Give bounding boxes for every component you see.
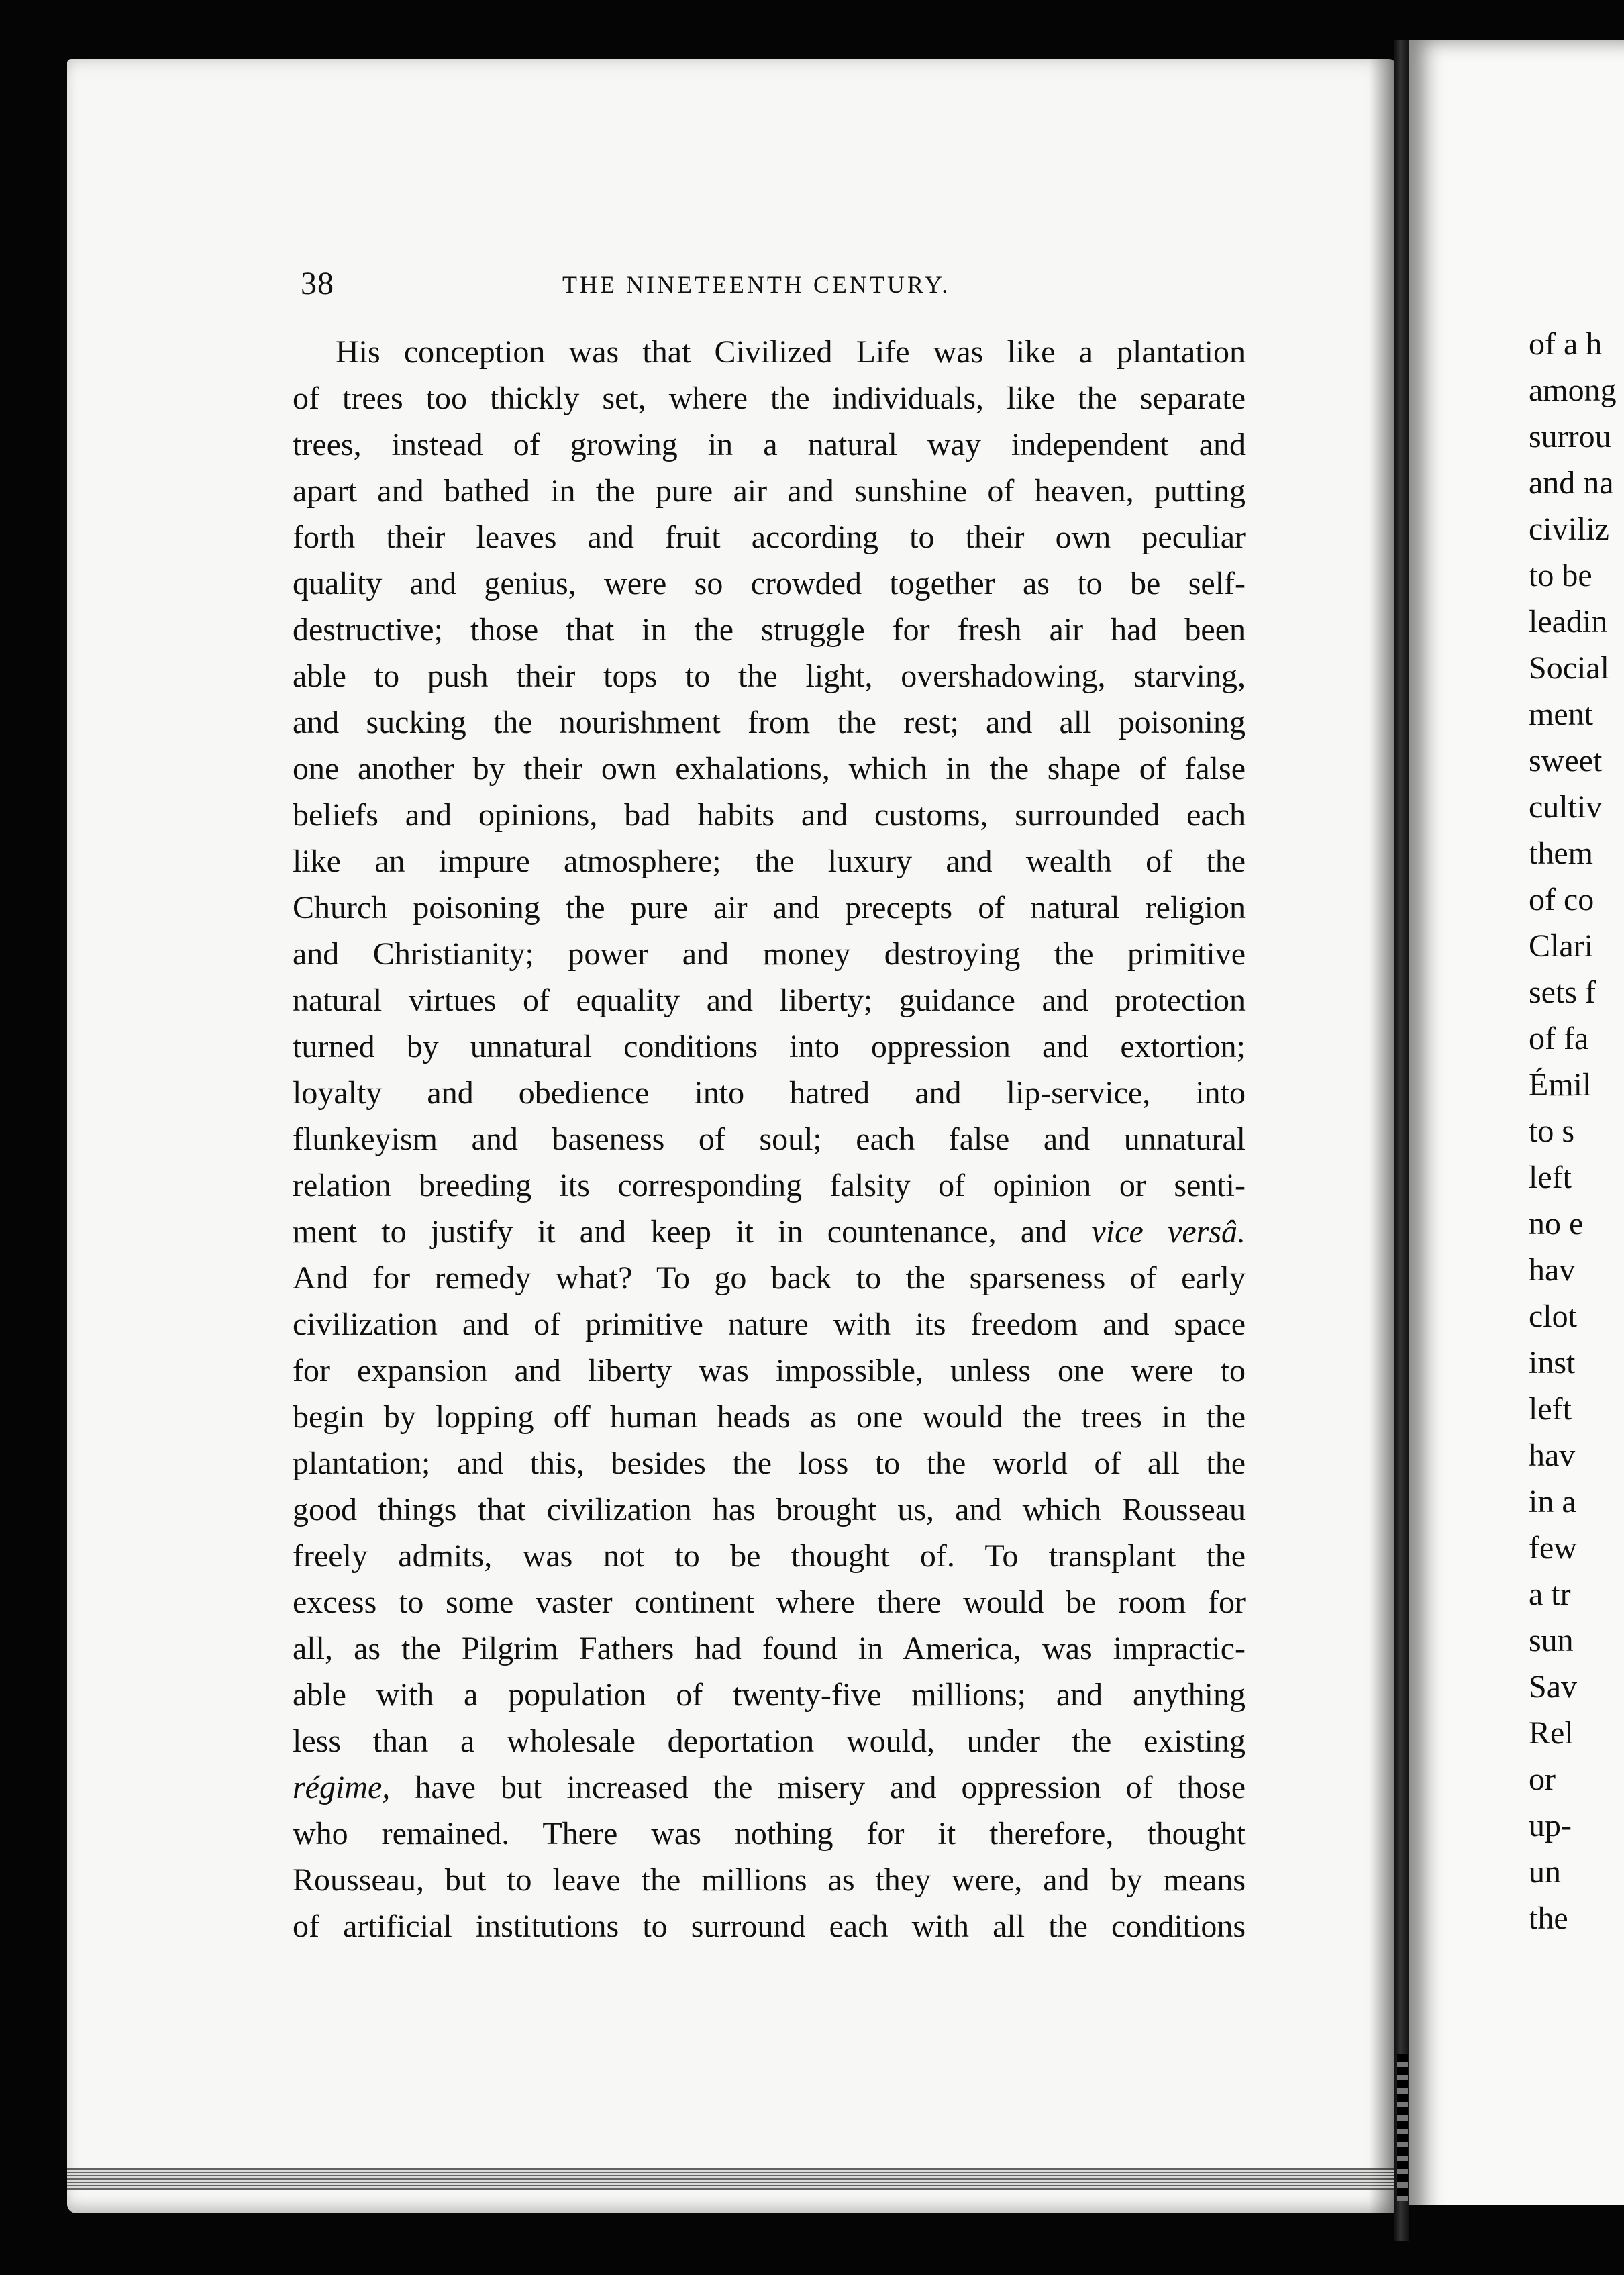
fragment-line: them xyxy=(1529,836,1593,871)
fragment-line: no e xyxy=(1529,1206,1584,1242)
italic-word: régime, xyxy=(293,1770,391,1805)
text-line: freely admits, was not to be thought of. To transplant the xyxy=(293,1538,1246,1574)
fragment-line: ment xyxy=(1529,697,1593,732)
page-number: 38 xyxy=(301,266,334,301)
text-line: flunkeyism and baseness of soul; each false and unnatural xyxy=(293,1121,1246,1157)
facing-page-text-fragments xyxy=(1529,321,1624,1941)
fragment-line: hav xyxy=(1529,1252,1576,1288)
fragment-line: left xyxy=(1529,1391,1572,1427)
fragment-line: among xyxy=(1529,372,1617,408)
text-line: apart and bathed in the pure air and sunshine of heaven, putting xyxy=(293,473,1246,509)
fragment-line: Émil xyxy=(1529,1067,1592,1103)
fragment-line: and na xyxy=(1529,465,1614,501)
text-line: good things that civilization has brought us, and which Rousseau xyxy=(293,1492,1246,1527)
binding-marks xyxy=(1397,2054,1408,2201)
fragment-line: sweet xyxy=(1529,743,1603,778)
text-line: loyalty and obedience into hatred and lip-service, into xyxy=(293,1075,1246,1111)
text-line-with-italic xyxy=(293,1764,1246,1811)
text-line: Rousseau, but to leave the millions as they were, and by means xyxy=(293,1862,1246,1898)
fragment-line: sun xyxy=(1529,1623,1574,1658)
fragment-line: Clari xyxy=(1529,928,1593,964)
text-line: less than a wholesale deportation would, under the existing xyxy=(293,1723,1246,1759)
text-line: of artificial institutions to surround each with all the conditions xyxy=(293,1909,1246,1944)
text-line: destructive; those that in the struggle for fresh air had been xyxy=(293,612,1246,648)
fragment-line: few xyxy=(1529,1530,1577,1566)
fragment-line: sets f xyxy=(1529,974,1596,1010)
right-page-shadow xyxy=(1409,2205,1624,2275)
fragment-line: un xyxy=(1529,1854,1561,1890)
fragment-line: cultiv xyxy=(1529,789,1603,825)
fragment-line: a tr xyxy=(1529,1576,1571,1612)
fragment-line: Sav xyxy=(1529,1669,1577,1705)
fragment-line: the xyxy=(1529,1901,1568,1936)
text-line: of trees too thickly set, where the individuals, like the separate xyxy=(293,381,1246,416)
fragment-line: clot xyxy=(1529,1299,1577,1334)
text-line: trees, instead of growing in a natural way independent and xyxy=(293,427,1246,462)
fragment-line: surrou xyxy=(1529,419,1611,454)
page-edge xyxy=(67,2168,1399,2190)
text-fragment: ment to justify it and keep it in countenance, and xyxy=(293,1214,1092,1250)
text-line-with-italic xyxy=(293,1209,1246,1255)
text-line: plantation; and this, besides the loss to the world of all the xyxy=(293,1446,1246,1481)
book-gutter xyxy=(1394,40,1409,2241)
text-line: like an impure atmosphere; the luxury and wealth of the xyxy=(293,844,1246,879)
text-line: and sucking the nourishment from the rest; and all poisoning xyxy=(293,705,1246,740)
text-line: for expansion and liberty was impossible, unless one were to xyxy=(293,1353,1246,1388)
text-line: natural virtues of equality and liberty; guidance and protection xyxy=(293,982,1246,1018)
text-fragment: have but increased the misery and oppression of those xyxy=(390,1770,1246,1805)
fragment-line: of a h xyxy=(1529,326,1603,362)
text-line: beliefs and opinions, bad habits and customs, surrounded each xyxy=(293,797,1246,833)
fragment-line: to be xyxy=(1529,558,1592,593)
fragment-line: up- xyxy=(1529,1808,1572,1843)
text-line: one another by their own exhalations, which in the shape of false xyxy=(293,751,1246,787)
italic-phrase: vice versâ. xyxy=(1091,1214,1246,1250)
text-line: relation breeding its corresponding falsity of opinion or senti- xyxy=(293,1168,1246,1203)
text-line: all, as the Pilgrim Fathers had found in America, was impractic- xyxy=(293,1631,1246,1666)
fragment-line: Rel xyxy=(1529,1715,1574,1751)
fragment-line: Social xyxy=(1529,650,1609,686)
text-line: begin by lopping off human heads as one would the trees in the xyxy=(293,1399,1246,1435)
fragment-line: hav xyxy=(1529,1437,1576,1473)
text-line: His conception was that Civilized Life was like a plantation xyxy=(336,334,1246,370)
text-line: Church poisoning the pure air and precepts of natural religion xyxy=(293,890,1246,925)
text-line: forth their leaves and fruit according to their own peculiar xyxy=(293,519,1246,555)
fragment-line: in a xyxy=(1529,1484,1576,1519)
fragment-line: to s xyxy=(1529,1113,1575,1149)
text-line: And for remedy what? To go back to the sparseness of early xyxy=(293,1260,1246,1296)
text-line: who remained. There was nothing for it therefore, thought xyxy=(293,1816,1246,1852)
text-line: turned by unnatural conditions into oppression and extortion; xyxy=(293,1029,1246,1064)
fragment-line: of co xyxy=(1529,882,1594,917)
text-line: quality and genius, were so crowded together as to be self- xyxy=(293,566,1246,601)
fragment-line: left xyxy=(1529,1160,1572,1195)
fragment-line: or xyxy=(1529,1762,1556,1797)
running-title: THE NINETEENTH CENTURY. xyxy=(562,271,951,298)
running-head xyxy=(301,265,1240,305)
fragment-line: inst xyxy=(1529,1345,1576,1380)
text-line: and Christianity; power and money destroying the primitive xyxy=(293,936,1246,972)
text-line: civilization and of primitive nature with its freedom and space xyxy=(293,1307,1246,1342)
fragment-line: leadin xyxy=(1529,604,1608,640)
page-body-text xyxy=(293,329,1246,1950)
fragment-line: civiliz xyxy=(1529,511,1609,547)
text-line: able to push their tops to the light, overshadowing, starving, xyxy=(293,658,1246,694)
text-line: excess to some vaster continent where there would be room for xyxy=(293,1584,1246,1620)
text-line: able with a population of twenty-five millions; and anything xyxy=(293,1677,1246,1713)
fragment-line: of fa xyxy=(1529,1021,1589,1056)
